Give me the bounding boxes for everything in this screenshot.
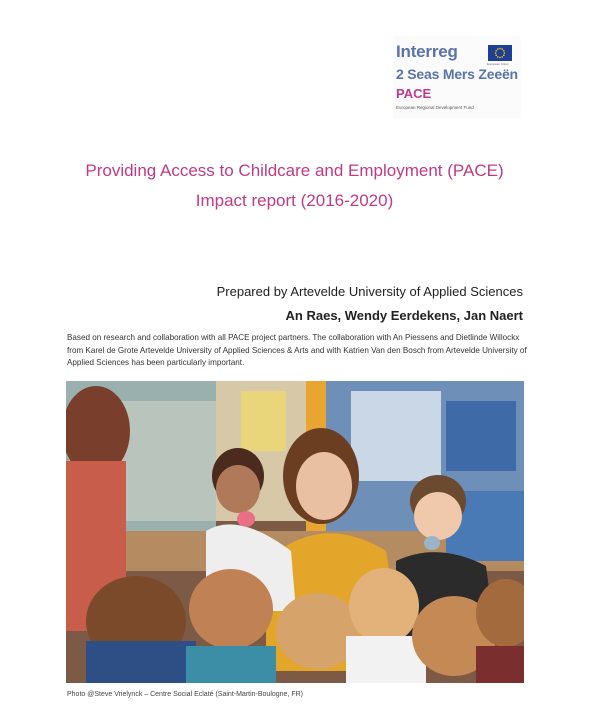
photo-caption: Photo @Steve Vrielynck – Centre Social Eclaté (Saint-Martin-Boulogne, FR): [67, 691, 304, 698]
cover-photo: [66, 381, 524, 683]
logo-pace-text: PACE: [396, 86, 432, 101]
prepared-by: Prepared by Artevelde University of Applied Sciences: [216, 284, 523, 299]
logo-interreg-text: Interreg: [396, 42, 458, 61]
eu-caption: European Union: [487, 62, 509, 66]
authors: An Raes, Wendy Eerdekens, Jan Naert: [285, 308, 523, 323]
intro-paragraph: Based on research and collaboration with all PACE project partners. The collaboration with An Piessens and Dietlinde Willockx from Karel de Grote Artevelde University of Applied Sciences & Arts and with Katrien Van den Bosch from Artevelde University of Applied Sciences has been particularly important.: [67, 333, 527, 367]
report-title-line2: Impact report (2016-2020): [195, 191, 394, 210]
logo-seas-text: 2 Seas Mers Zeeën: [396, 66, 518, 82]
interreg-pace-logo: [393, 36, 521, 118]
eu-flag-icon: [488, 45, 512, 61]
logo-erdf-text: European Regional Development Fund: [396, 105, 474, 110]
report-title-line1: Providing Access to Childcare and Employment (PACE): [85, 161, 504, 180]
